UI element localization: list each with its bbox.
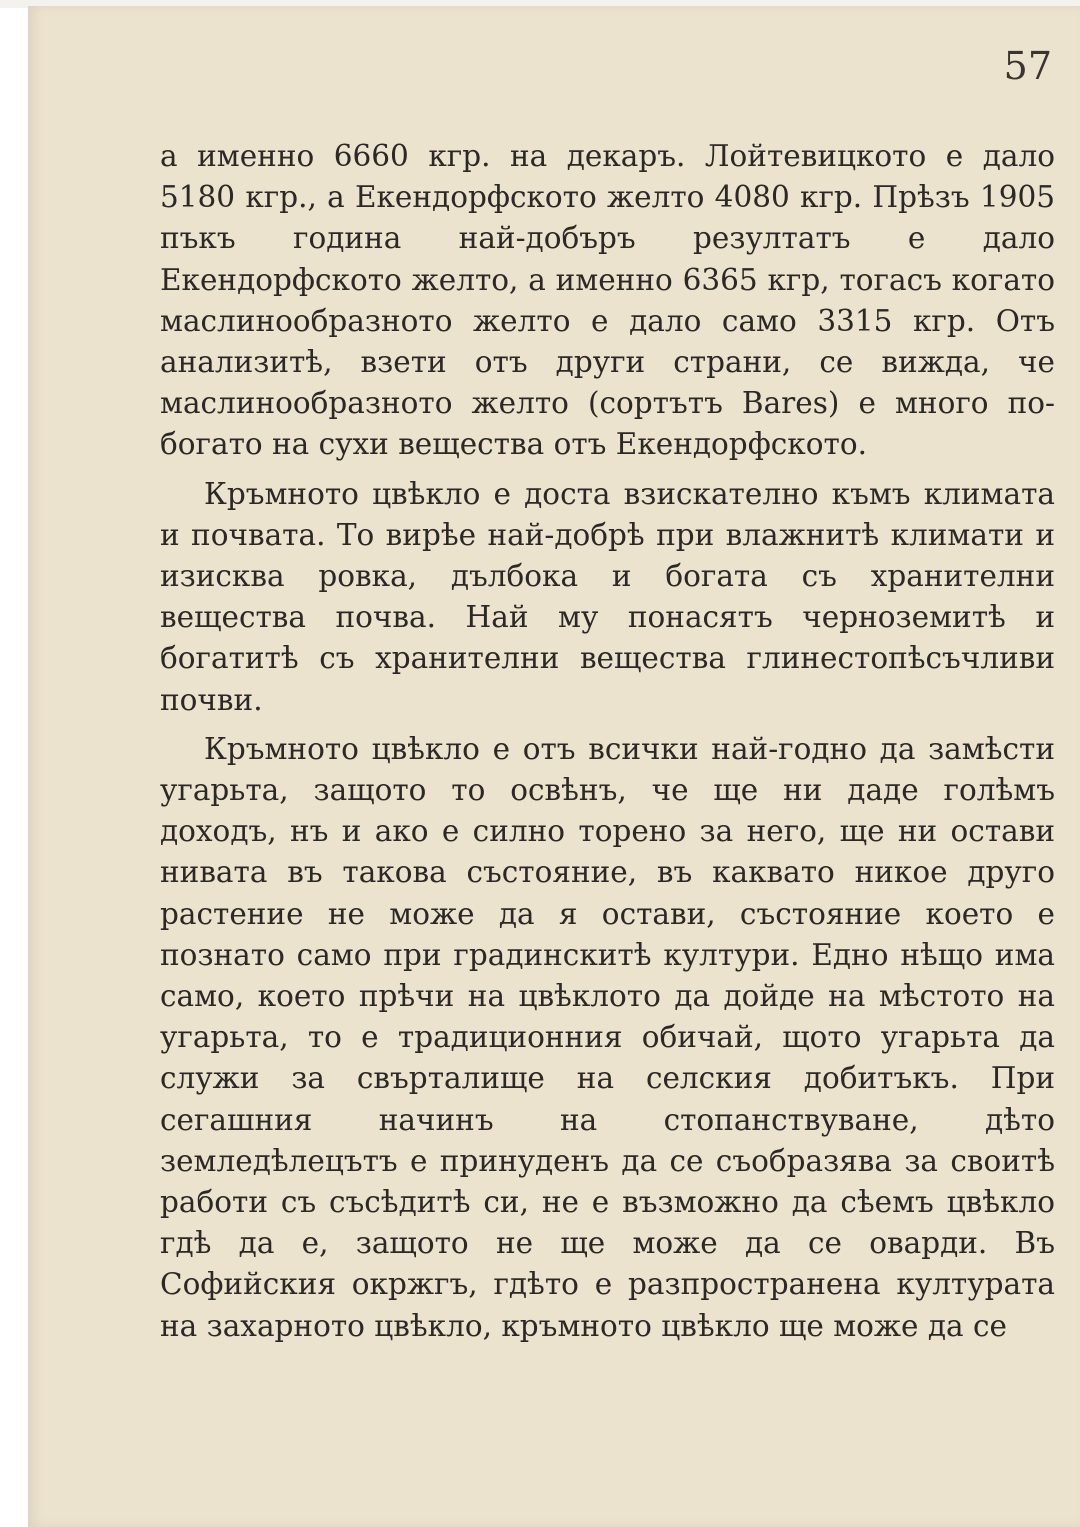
paragraph-3: Кръмното цвѣкло е отъ всички най-годно да замѣсти угарьта, защото то освѣнъ, че ще ни даде голѣмъ доходъ, нъ и ако е силно торено за него, ще ни остави нивата въ такова състояние, въ каквато никое друго растение не може да я остави, състояние което е познато само при градинскитѣ култури. Едно нѣщо има само, което прѣчи на цвѣклото да дойде на мѣстото на угарьта, то е традиционния обичай, щото угарьта да служи за свърталище на селския добитъкъ. При сегашния начинъ на стопанствуване, дѣто земледѣлецътъ е принуденъ да се съобразява за своитѣ работи съ съсѣдитѣ си, не е възможно да сѣемъ цвѣкло гдѣ да е, защото не ще може да се оварди. Въ Софийския окржгъ, гдѣто е разпространена културата на захарното цвѣкло, кръмното цвѣкло ще може да се bbox=[160, 731, 1055, 1343]
paragraph-1: а именно 6660 кгр. на декаръ. Лойтевицкото е дало 5180 кгр., а Екендорфското желто 4080 кгр. Прѣзъ 1905 пъкъ година най-добъръ резултатъ е дало Екендорфското желто, а именно 6365 кгр, тогасъ когато маслинообразното желто е дало само 3315 кгр. Отъ анализитѣ, взети отъ други страни, се вижда, че маслинообразното желто (сортътъ Ваres) е много по-богато на сухи вещества отъ Екендорфското. bbox=[160, 139, 1055, 462]
book-page bbox=[28, 6, 1080, 1527]
paragraph-2: Кръмното цвѣкло е доста взискателно къмъ климата и почвата. То вирѣе най-добрѣ при влажнитѣ климати и изисква ровка, дълбока и богата съ хранителни вещества почва. Най му понасятъ черноземитѣ и богатитѣ съ хранителни вещества глинестопѣсъчливи почви. bbox=[160, 476, 1055, 717]
body-text bbox=[160, 136, 1055, 1347]
page-number: 57 bbox=[1003, 44, 1052, 88]
